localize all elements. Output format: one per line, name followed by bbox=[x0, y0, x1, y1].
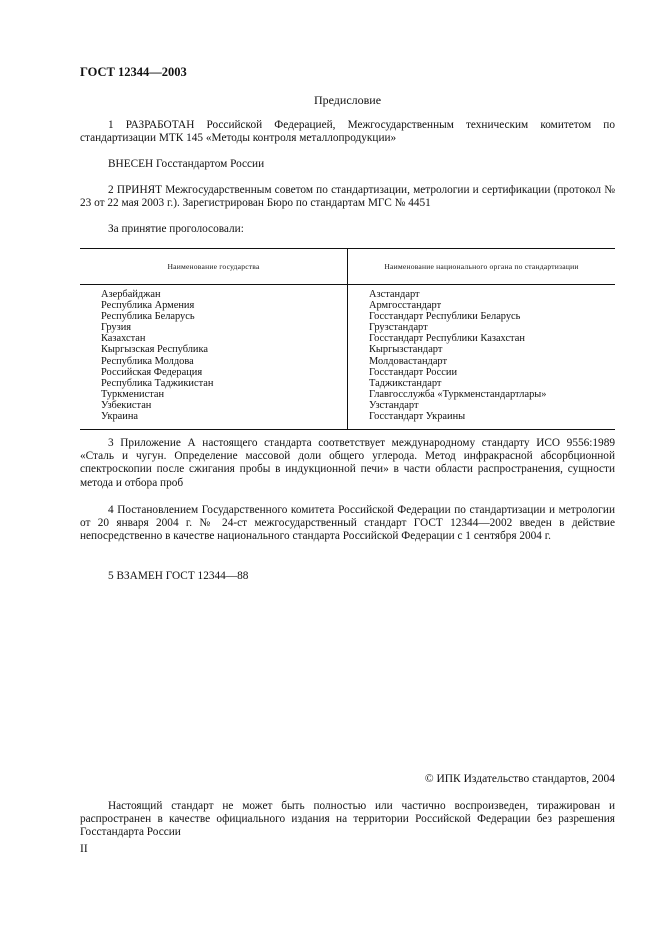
copyright-notice: © ИПК Издательство стандартов, 2004 bbox=[424, 773, 615, 785]
table-cell-body: Главгосслужба «Туркменстандартлары» bbox=[369, 388, 547, 400]
table-cell-body: Молдовастандарт bbox=[369, 355, 448, 367]
paragraph-replaces: 5 ВЗАМЕН ГОСТ 12344—88 bbox=[108, 570, 249, 582]
table-cell-state: Российская Федерация bbox=[101, 366, 203, 378]
table-cell-body: Госстандарт Украины bbox=[369, 411, 466, 423]
table-header-body: Наименование национального органа по стандартизации bbox=[384, 262, 579, 271]
table-cell-state: Азербайджан bbox=[101, 289, 161, 300]
table-cell-state: Республика Таджикистан bbox=[101, 377, 214, 389]
paragraph-introduced: ВНЕСЕН Госстандартом России bbox=[108, 158, 265, 170]
table-cell-body: Узстандарт bbox=[369, 399, 419, 411]
table-cell-state: Республика Молдова bbox=[101, 355, 194, 367]
table-cell-body: Азстандарт bbox=[369, 289, 420, 300]
table-cell-state: Казахстан bbox=[101, 333, 146, 345]
table-cell-body: Таджикстандарт bbox=[369, 377, 442, 389]
table-cell-body: Госстандарт России bbox=[369, 366, 458, 378]
states-column bbox=[101, 289, 213, 422]
table-cell-body: Госстандарт Республики Казахстан bbox=[369, 333, 525, 345]
reproduction-notice: Настоящий стандарт не может быть полностью или частично воспроизведен, тиражирован и распространен в качестве официального издания на территории Российской Федерации без разрешения Госстандарта России bbox=[80, 800, 615, 839]
standard-code: ГОСТ 12344—2003 bbox=[80, 65, 187, 79]
table-cell-body: Кыргызстандарт bbox=[369, 344, 443, 356]
paragraph-developed: 1 РАЗРАБОТАН Российской Федерацией, Межгосударственным техническим комитетом по стандартизации МТК 145 «Методы контроля металлопродукции» bbox=[80, 119, 615, 145]
bodies-column bbox=[369, 289, 546, 422]
table-cell-state: Грузия bbox=[101, 322, 132, 334]
paragraph-voted-intro: За принятие проголосовали: bbox=[108, 223, 244, 235]
voting-table bbox=[80, 248, 615, 430]
table-cell-body: Грузстандарт bbox=[369, 322, 428, 334]
table-header-state: Наименование государства bbox=[167, 262, 260, 271]
paragraph-enacted: 4 Постановлением Государственного комитета Российской Федерации по стандартизации и метрологии от 20 января 2004 г. № 24-ст межгосударственный стандарт ГОСТ 12344—2002 введен в действие непосредственно в качестве национального стандарта Российской Федерации с 1 сентября 2004 г. bbox=[80, 504, 615, 543]
page-number: II bbox=[80, 843, 88, 855]
table-column-divider bbox=[347, 249, 348, 429]
table-cell-state: Украина bbox=[101, 411, 139, 423]
table-cell-state: Республика Беларусь bbox=[101, 311, 195, 323]
page-title: Предисловие bbox=[313, 93, 382, 107]
table-cell-state: Кыргызская Республика bbox=[101, 344, 208, 356]
paragraph-adopted: 2 ПРИНЯТ Межгосударственным советом по стандартизации, метрологии и сертификации (протокол № 23 от 22 мая 2003 г.). Зарегистрирован Бюро по стандартам МГС № 4451 bbox=[80, 184, 615, 210]
table-cell-body: Госстандарт Республики Беларусь bbox=[369, 311, 521, 323]
table-cell-state: Республика Армения bbox=[101, 300, 195, 312]
paragraph-annex: 3 Приложение А настоящего стандарта соответствует международному стандарту ИСО 9556:1989 «Сталь и чугун. Определение массовой доли общего углерода. Метод инфракрасной абсорбционной спектроскопии после сжигания пробы в индукционной печи» в части области распространения, сущности метода и отбора проб bbox=[80, 437, 615, 489]
table-cell-state: Туркменистан bbox=[101, 388, 165, 400]
table-cell-body: Армгосстандарт bbox=[369, 300, 442, 312]
table-cell-state: Узбекистан bbox=[101, 399, 152, 411]
